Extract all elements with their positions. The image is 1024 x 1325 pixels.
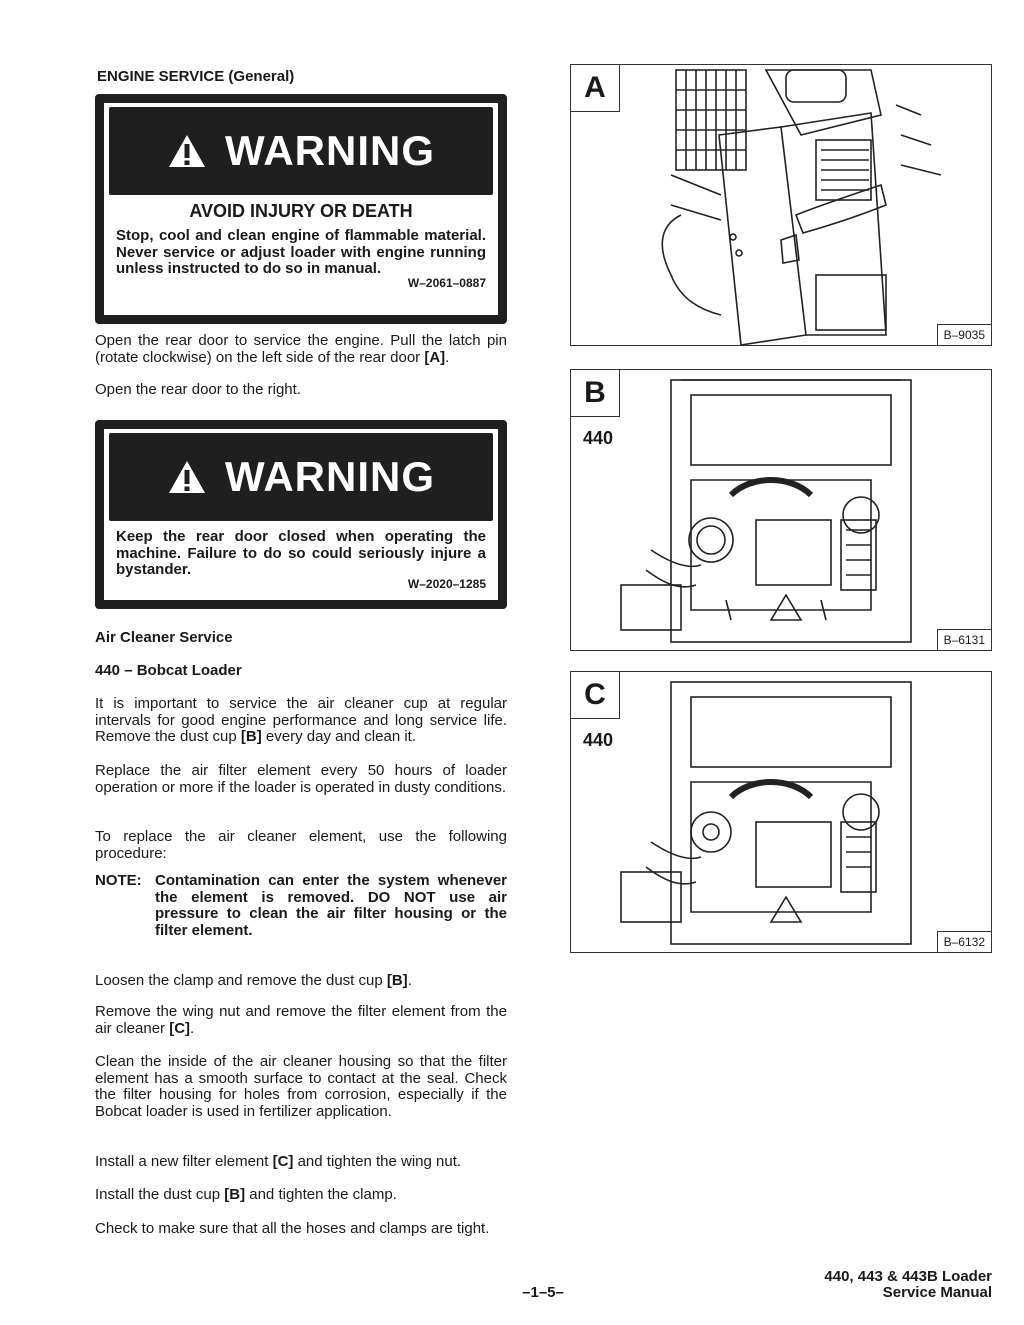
paragraph-text: It is important to service the air cleaner cup at regular intervals for good engine performance and long service life. Remove the dust cup	[95, 695, 507, 745]
step-end: and tighten the wing nut.	[293, 1153, 462, 1170]
figure-a	[570, 64, 992, 346]
note-label: NOTE:	[95, 872, 142, 889]
filter-element-illustration	[571, 672, 992, 953]
paragraph-end: every day and clean it.	[261, 728, 417, 745]
warning-message: Keep the rear door closed when operating the machine. Failure to do so could seriously injure a bystander.	[116, 528, 486, 578]
step-end: .	[407, 972, 412, 989]
page-number: –1–5–	[522, 1284, 564, 1301]
figure-ref-c: [C]	[169, 1019, 191, 1037]
manual-title-line-1: 440, 443 & 443B Loader	[824, 1268, 992, 1285]
figure-ref-c: [C]	[272, 1153, 294, 1170]
step-clean-housing: Clean the inside of the air cleaner housing so that the filter element has a smooth surface to contact at the seal. Check the filter housing for holes from corrosion, especially if the Bobcat loader is used in fertilizer application.	[95, 1053, 507, 1120]
step-install-dust-cup	[95, 1187, 507, 1204]
manual-title	[824, 1269, 992, 1301]
bobcat-loader-heading: 440 – Bobcat Loader	[95, 662, 242, 679]
warning-code: W–2061–0887	[407, 275, 486, 290]
figure-b	[570, 369, 992, 651]
figure-ref-b: [B]	[224, 1186, 246, 1203]
air-cleaner-heading: Air Cleaner Service	[95, 629, 233, 646]
manual-title-line-2: Service Manual	[882, 1284, 992, 1301]
figure-letter: A	[571, 65, 620, 112]
warning-code: W–2020–1285	[407, 576, 486, 591]
engine-air-cleaner-illustration	[571, 370, 992, 651]
warning-banner-text: WARNING	[225, 127, 435, 174]
rear-door-illustration	[571, 65, 992, 346]
paragraph-open-door	[95, 333, 507, 366]
paragraph-text: Open the rear door to service the engine. Pull the latch pin (rotate clockwise) on the left side of the rear door	[95, 332, 507, 366]
note-text: Contamination can enter the system whenever the element is removed. DO NOT use air pressure to clean the air filter housing or the filter element.	[155, 872, 507, 939]
warning-banner	[109, 107, 493, 195]
paragraph-procedure: To replace the air cleaner element, use the following procedure:	[95, 828, 507, 862]
warning-banner	[109, 433, 493, 521]
warning-headline: AVOID INJURY OR DEATH	[189, 201, 413, 221]
warning-triangle-icon	[167, 133, 207, 169]
step-text: Loosen the clamp and remove the dust cup	[95, 972, 387, 989]
warning-box-rear-door	[95, 420, 507, 609]
step-check-hoses: Check to make sure that all the hoses and clamps are tight.	[95, 1220, 490, 1237]
paragraph-open-right: Open the rear door to the right.	[95, 381, 301, 398]
warning-message: Stop, cool and clean engine of flammable material. Never service or adjust loader with engine running unless instructed to do so in manual.	[116, 227, 486, 277]
figure-code: B–6132	[937, 931, 991, 952]
step-text: Install the dust cup	[95, 1186, 225, 1203]
figure-ref-b: [B]	[240, 728, 262, 745]
figure-letter: B	[571, 370, 620, 417]
warning-banner-text: WARNING	[225, 453, 435, 500]
figure-model: 440	[583, 730, 614, 750]
warning-box-engine	[95, 94, 507, 324]
figure-letter: C	[571, 672, 620, 719]
paragraph-end: .	[445, 348, 450, 366]
warning-triangle-icon	[167, 459, 207, 495]
paragraph-important	[95, 696, 507, 746]
figure-ref-b: [B]	[386, 972, 408, 989]
step-text: Install a new filter element	[95, 1153, 273, 1170]
figure-model: 440	[583, 428, 614, 448]
step-remove-wing-nut	[95, 1004, 507, 1037]
step-end: .	[190, 1019, 195, 1037]
paragraph-replace: Replace the air filter element every 50 hours of loader operation or more if the loader is operated in dusty conditions.	[95, 762, 507, 796]
step-text: Remove the wing nut and remove the filter element from the air cleaner	[95, 1003, 507, 1037]
figure-ref-a: [A]	[424, 348, 446, 366]
step-end: and tighten the clamp.	[245, 1186, 397, 1203]
figure-c	[570, 671, 992, 953]
step-install-filter	[95, 1154, 507, 1171]
figure-code: B–6131	[937, 629, 991, 650]
section-title: ENGINE SERVICE (General)	[97, 68, 295, 85]
figure-code: B–9035	[937, 324, 991, 345]
step-loosen-clamp	[95, 973, 507, 990]
note-block	[95, 873, 507, 939]
